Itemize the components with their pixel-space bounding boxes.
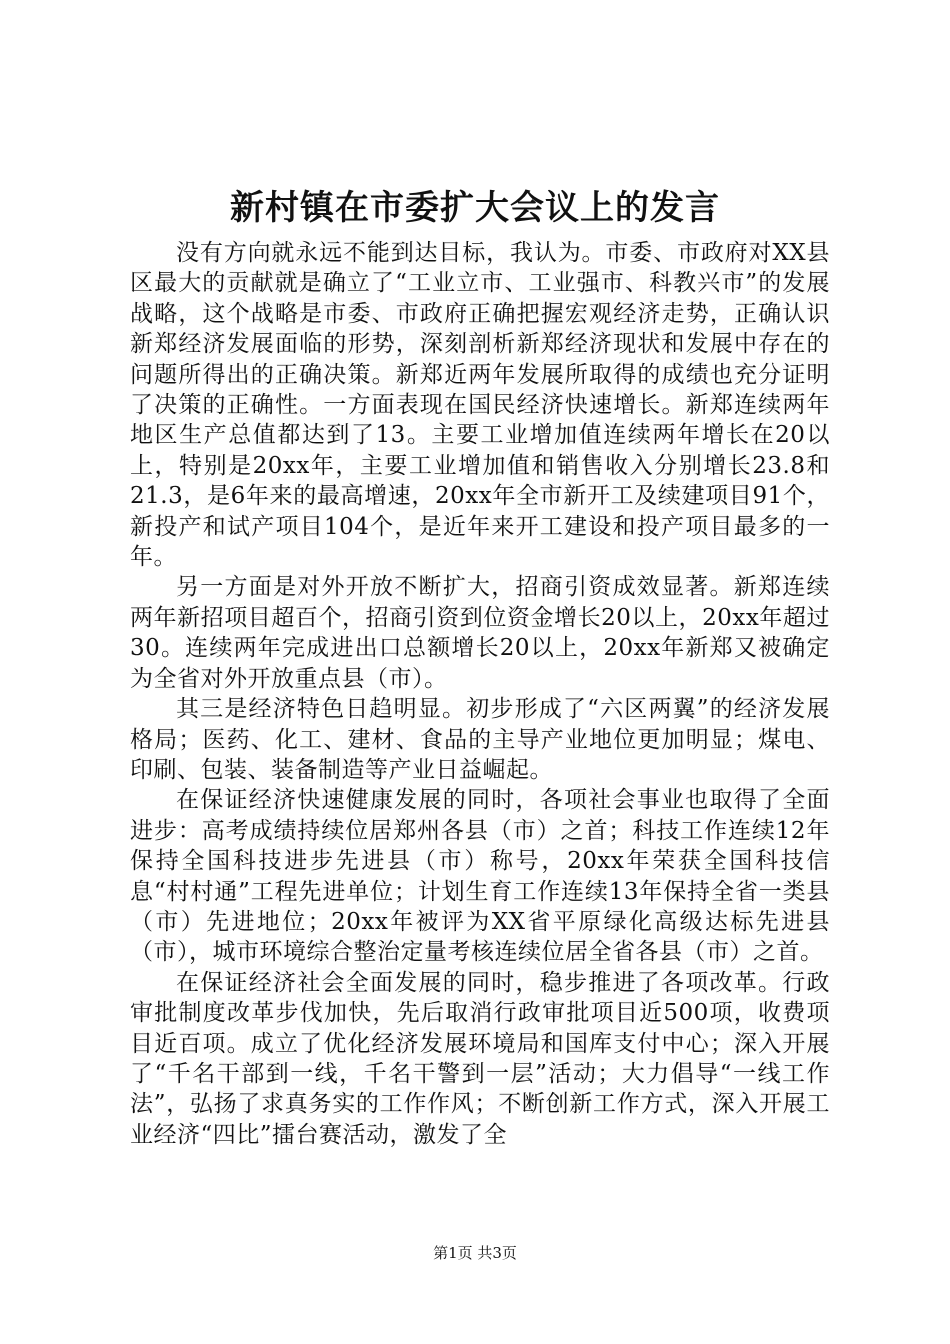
paragraph: 另一方面是对外开放不断扩大，招商引资成效显著。新郑连续两年新招项目超百个，招商引资到位资金增长20以上，20xx年超过30。连续两年完成进出口总额增长20以上，20xx年新郑又被确定为全省对外开放重点县（市）。	[130, 574, 830, 692]
document-title: 新村镇在市委扩大会议上的发言	[230, 188, 720, 228]
paragraph: 其三是经济特色日趋明显。初步形成了“六区两翼”的经济发展格局；医药、化工、建材、食品的主导产业地位更加明显；煤电、印刷、包装、装备制造等产业日益崛起。	[130, 696, 830, 783]
document-body	[130, 238, 830, 1150]
paragraph: 在保证经济社会全面发展的同时，稳步推进了各项改革。行政审批制度改革步伐加快，先后取消行政审批项目近500项，收费项目近百项。成立了优化经济发展环境局和国库支付中心；深入开展了“千名干部到一线，千名干警到一层”活动；大力倡导“一线工作法”，弘扬了求真务实的工作作风；不断创新工作方式，深入开展工业经济“四比”擂台赛活动，激发了全	[130, 969, 830, 1148]
paragraph: 没有方向就永远不能到达目标，我认为。市委、市政府对XX县区最大的贡献就是确立了“工业立市、工业强市、科教兴市”的发展战略，这个战略是市委、市政府正确把握宏观经济走势，正确认识新郑经济发展面临的形势，深刻剖析新郑经济现状和发展中存在的问题所得出的正确决策。新郑近两年发展所取得的成绩也充分证明了决策的正确性。一方面表现在国民经济快速增长。新郑连续两年地区生产总值都达到了13。主要工业增加值连续两年增长在20以上，特别是20xx年，主要工业增加值和销售收入分别增长23.8和21.3，是6年来的最高增速，20xx年全市新开工及续建项目91个，新投产和试产项目104个，是近年来开工建设和投产项目最多的一年。	[130, 240, 830, 571]
paragraph: 在保证经济快速健康发展的同时，各项社会事业也取得了全面进步：高考成绩持续位居郑州各县（市）之首；科技工作连续12年保持全国科技进步先进县（市）称号，20xx年荣获全国科技信息“村村通”工程先进单位；计划生育工作连续13年保持全省一类县（市）先进地位；20xx年被评为XX省平原绿化高级达标先进县（市），城市环境综合整治定量考核连续位居全省各县（市）之首。	[130, 787, 830, 966]
page-number-footer: 第1页 共3页	[433, 1244, 517, 1262]
